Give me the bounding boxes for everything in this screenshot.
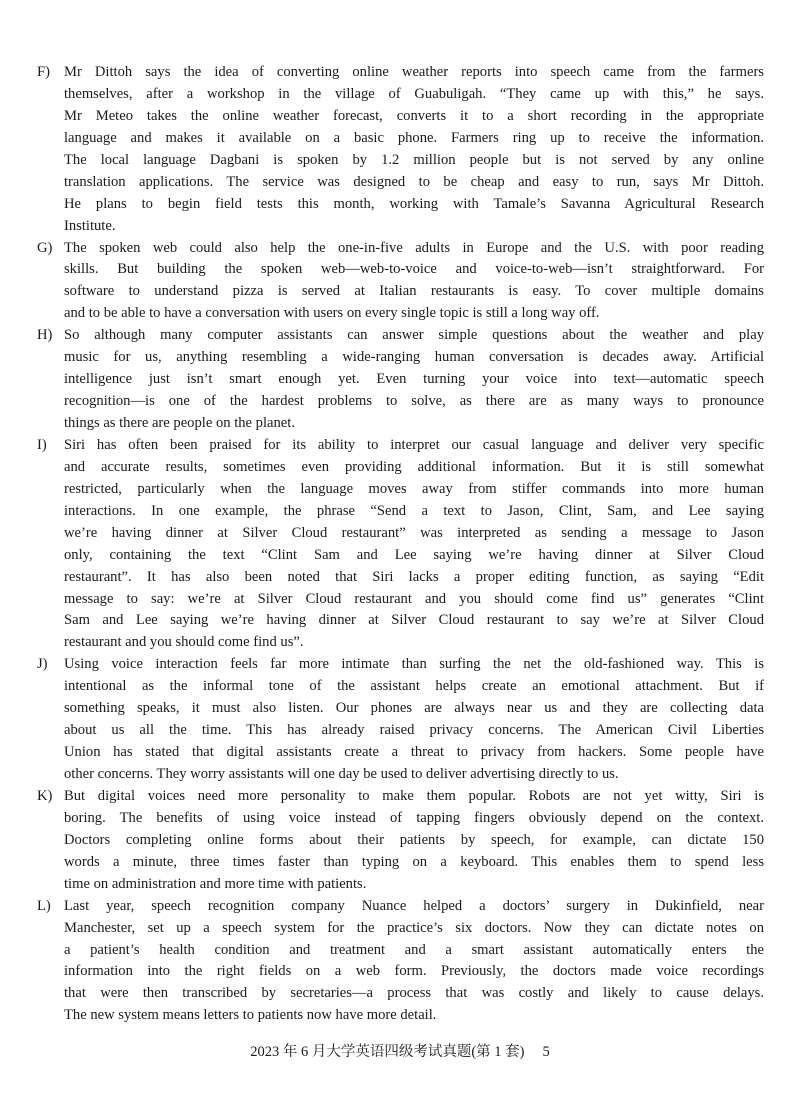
text-line: The spoken web could also help the one-in-five adults in Europe and the U.S. with poor reading bbox=[64, 239, 764, 256]
paragraph-label: F) bbox=[37, 64, 50, 80]
text-line: Union has stated that digital assistants create a threat to privacy from hackers. Some people have bbox=[64, 744, 764, 761]
footer-title: 2023 年 6 月大学英语四级考试真题(第 1 套) bbox=[250, 1044, 525, 1060]
text-line: The local language Dagbani is spoken by 1.2 million people but is not served by any online bbox=[64, 151, 764, 168]
text-line: Last year, speech recognition company Nuance helped a doctors’ surgery in Dukinfield, near bbox=[64, 897, 764, 914]
text-line: restricted, particularly when the language moves away from stiffer commands into more human bbox=[64, 480, 764, 497]
text-line: words a minute, three times faster than typing on a keyboard. This enables them to spend less bbox=[64, 853, 764, 870]
page-number: 5 bbox=[542, 1044, 550, 1060]
text-line: So although many computer assistants can answer simple questions about the weather and play bbox=[64, 327, 764, 344]
paragraph bbox=[37, 786, 764, 896]
text-line: restaurant and you should come find us”. bbox=[64, 634, 304, 651]
text-line: about us all the time. This has already raised privacy concerns. The American Civil Liberties bbox=[64, 722, 764, 739]
text-line: a patient’s health condition and treatment and a smart assistant automatically enters the bbox=[64, 941, 764, 958]
paragraph-label: I) bbox=[37, 436, 47, 453]
paragraph bbox=[37, 435, 764, 654]
paragraph-label: L) bbox=[37, 897, 51, 914]
text-line: Doctors completing online forms about their patients by speech, for example, can dictate 150 bbox=[64, 831, 764, 848]
text-line: Sam and Lee saying we’re having dinner at Silver Cloud restaurant to say we’re at Silver Cloud bbox=[64, 612, 764, 629]
text-line: and to be able to have a conversation with users on every single topic is still a long way off. bbox=[64, 305, 600, 322]
text-line: and accurate results, sometimes even providing additional information. But it is still somewhat bbox=[64, 458, 764, 475]
text-line: interactions. In one example, the phrase “Send a text to Jason, Clint, Sam, and Lee saying bbox=[64, 502, 764, 519]
text-line: He plans to begin field tests this month, working with Tamale’s Savanna Agricultural Research bbox=[64, 195, 764, 212]
text-line: we’re having dinner at Silver Cloud restaurant” was interpreted as sending a message to Jason bbox=[64, 524, 764, 541]
paragraph bbox=[37, 62, 764, 238]
text-line: boring. The benefits of using voice instead of tapping fingers obviously depend on the context. bbox=[64, 809, 764, 826]
text-line: Mr Dittoh says the idea of converting online weather reports into speech came from the farmers bbox=[64, 64, 764, 80]
text-line: language and makes it available on a basic phone. Farmers ring up to receive the information. bbox=[64, 129, 764, 146]
text-line: The new system means letters to patients now have more detail. bbox=[64, 1007, 437, 1024]
text-line: time on administration and more time with patients. bbox=[64, 875, 367, 892]
paragraph bbox=[37, 896, 764, 1028]
paragraph bbox=[37, 654, 764, 786]
text-line: restaurant”. It has also been noted that Siri lacks a proper editing function, as saying “Edit bbox=[64, 568, 764, 585]
text-line: Manchester, set up a speech system for the practice’s six doctors. Now they can dictate notes on bbox=[64, 919, 764, 936]
text-line: skills. But building the spoken web—web-to-voice and voice-to-web—isn’t straightforward. For bbox=[64, 261, 764, 278]
text-line: something speaks, it must also listen. Our phones are always near us and they are collecting data bbox=[64, 700, 764, 717]
text-line: Using voice interaction feels far more intimate than surfing the net the old-fashioned way. This is bbox=[64, 656, 764, 673]
text-line: other concerns. They worry assistants will one day be used to deliver advertising directly to us. bbox=[64, 766, 619, 782]
text-line: translation applications. The service was designed to be cheap and easy to run, says Mr Dittoh. bbox=[64, 173, 764, 190]
text-line: recognition—is one of the hardest problems to solve, as there are as many ways to pronounce bbox=[64, 393, 764, 410]
paragraph-label: H) bbox=[37, 327, 53, 344]
paragraph bbox=[37, 325, 764, 435]
text-line: intentional as the informal tone of the assistant helps create an emotional attachment. But if bbox=[64, 678, 764, 695]
text-line: information into the right fields on a web form. Previously, the doctors made voice recordings bbox=[64, 963, 764, 980]
document-body bbox=[37, 62, 764, 1027]
text-line: only, containing the text “Clint Sam and Lee saying we’re having dinner at Silver Cloud bbox=[64, 546, 764, 563]
text-line: music for us, anything resembling a wide-ranging human conversation is decades away. Artificial bbox=[64, 349, 764, 366]
text-line: message to say: we’re at Silver Cloud restaurant and you should come find us” generates “Clint bbox=[64, 590, 764, 607]
text-line: intelligence just isn’t smart enough yet. Even turning your voice into text—automatic speech bbox=[64, 371, 764, 388]
text-line: Mr Meteo takes the online weather forecast, converts it to a short recording in the appropriate bbox=[64, 107, 764, 124]
text-line: software to understand pizza is served at Italian restaurants is easy. To cover multiple domains bbox=[64, 283, 764, 300]
paragraph-label: G) bbox=[37, 239, 53, 256]
text-line: things as there are people on the planet. bbox=[64, 415, 295, 431]
paragraph bbox=[37, 238, 764, 326]
paragraph-label: J) bbox=[37, 656, 48, 673]
text-line: themselves, after a workshop in the village of Guabuligah. “They came up with this,” he says. bbox=[64, 85, 764, 102]
text-line: But digital voices need more personality to make them popular. Robots are not yet witty, Siri is bbox=[64, 787, 764, 804]
text-line: Institute. bbox=[64, 217, 116, 234]
text-line: that were then transcribed by secretaries—a process that was costly and likely to cause delays. bbox=[64, 985, 764, 1002]
page-footer bbox=[0, 1040, 800, 1061]
text-line: Siri has often been praised for its ability to interpret our casual language and deliver very specific bbox=[64, 436, 764, 453]
paragraph-label: K) bbox=[37, 787, 53, 804]
